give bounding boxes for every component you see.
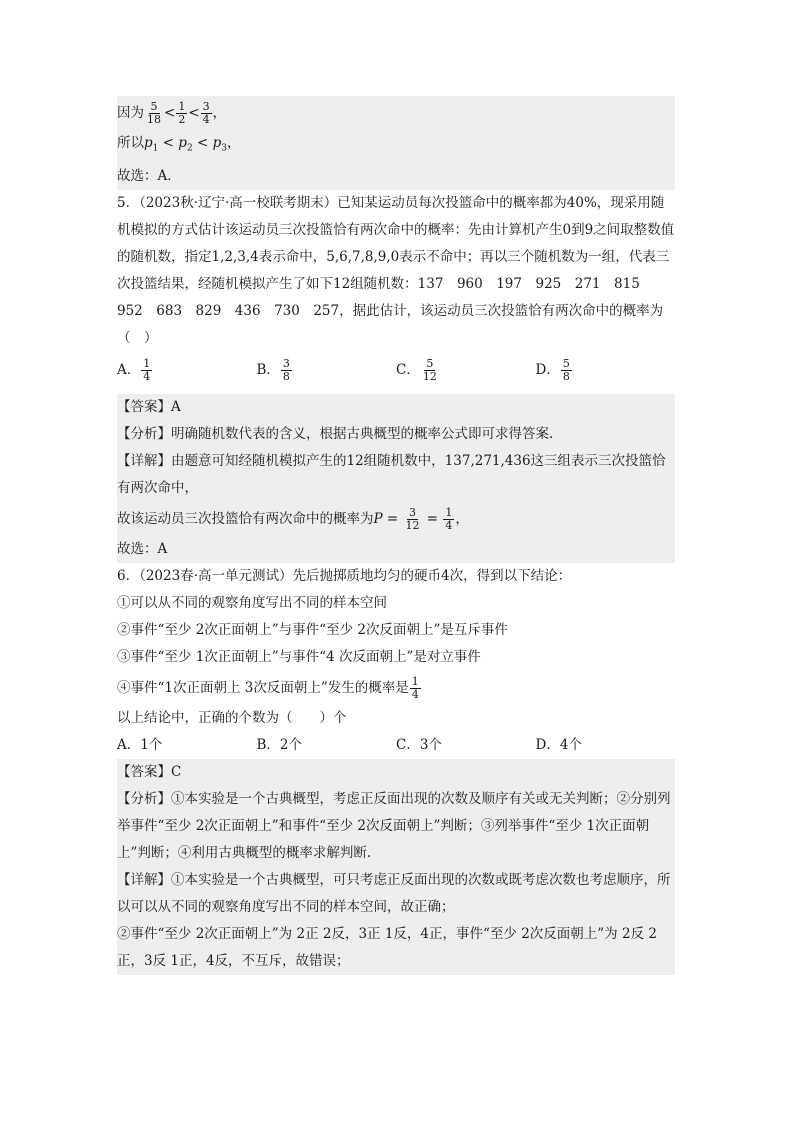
q6-analysis: 【分析】①本实验是一个古典概型，考虑正反面出现的次数及顺序有关或无关判断；②分别列举事件“至少 2次正面朝上”和事件“至少 2次反面朝上”判断；③列举事件“至少 1次正面朝上”判断；④利用古典概型的概率求解判断. <box>117 790 671 861</box>
fraction-3-4: $\frac{3}{4}$ <box>202 100 210 126</box>
q6-answer: 【答案】C <box>117 763 182 780</box>
q5-option-c[interactable] <box>396 352 536 388</box>
less-than: < <box>164 105 176 121</box>
q6-detail-1: 【详解】①本实验是一个古典概型，可只考虑正反面出现的次数或既考虑次数也考虑顺序，所以可以从不同的观察角度写出不同的样本空间，故正确； <box>117 871 671 915</box>
p-var: p <box>178 135 187 151</box>
q6-option-b[interactable]: B．2个 <box>256 736 303 753</box>
prev-choose: 故选：A． <box>117 163 675 190</box>
q5-analysis: 【分析】明确随机数代表的含义，根据古典概型的概率公式即可求得答案. <box>117 425 554 442</box>
q6-conclusion-3: ③事件“至少 1次正面朝上”与事件“4 次反面朝上”是对立事件 <box>117 648 481 665</box>
option-label: C． <box>396 361 420 378</box>
q5-options <box>117 352 675 388</box>
q6-detail-2: ②事件“至少 2次正面朝上”为 2正 2反，3正 1反，4正，事件“至少 2次反面朝上”为 2反 2正，3反 1正，4反，不互斥，故错误； <box>117 925 657 969</box>
fraction-1-4: $\frac{1}{4}$ <box>445 505 453 532</box>
fraction-3-12: $\frac{3}{12}$ <box>405 505 420 532</box>
fraction-5-18: $\frac{5}{18}$ <box>147 100 161 126</box>
q5-answer: 【答案】A <box>117 398 181 415</box>
option-label: A． <box>117 361 141 378</box>
option-fraction: $\frac{5}{12}$ <box>422 356 437 383</box>
subscript-3: 3 <box>221 143 227 154</box>
q5-detail-formula <box>117 502 675 536</box>
document-content <box>117 96 675 975</box>
q6-stem: 6．（2023春·高一单元测试）先后抛掷质地均匀的硬币4次，得到以下结论： <box>117 567 572 584</box>
comma: ， <box>226 135 241 151</box>
q6-conclusion-4 <box>117 671 675 705</box>
q6-question: 以上结论中，正确的个数为（ ）个 <box>117 709 347 726</box>
option-fraction: $\frac{1}{4}$ <box>143 356 151 383</box>
because-text: 因为 <box>117 105 144 121</box>
option-label: B． <box>256 361 280 378</box>
subscript-2: 2 <box>186 143 193 154</box>
less-than: < <box>158 135 179 151</box>
q5-option-a[interactable] <box>117 352 257 388</box>
equals: = <box>382 510 403 527</box>
q5-paren: （ ） <box>117 329 158 346</box>
q5-stem <box>117 190 675 352</box>
q6-options <box>117 732 675 759</box>
prev-inequality-line <box>117 96 675 130</box>
q6-option-a[interactable]: A．1个 <box>117 736 163 753</box>
q5-solution-block <box>117 394 675 563</box>
q5-choose: 故选：A <box>117 540 168 557</box>
p-var: P <box>373 510 383 527</box>
q5-option-d[interactable] <box>536 352 676 388</box>
less-than: < <box>192 135 213 151</box>
q6-conclusion-2: ②事件“至少 2次正面朝上”与事件“至少 2次反面朝上”是互斥事件 <box>117 621 508 638</box>
comma: ， <box>212 105 227 121</box>
fraction-1-2: $\frac{1}{2}$ <box>178 100 186 126</box>
option-fraction: $\frac{3}{8}$ <box>282 356 290 383</box>
option-fraction: $\frac{5}{8}$ <box>562 356 570 383</box>
q5-stem-text-2: 952 683 829 436 730 257，据此估计，该运动员三次投篮恰有两次命中的概率为 <box>117 302 664 319</box>
less-than: < <box>188 105 200 121</box>
conclusion-4-text: ④事件“1次正面朝上 3次反面朝上”发生的概率是 <box>117 679 409 696</box>
q6-option-c[interactable]: C．3个 <box>396 736 442 753</box>
prev-so-line <box>117 130 675 163</box>
option-label: D． <box>535 361 560 378</box>
p-var: p <box>144 135 153 151</box>
fraction-1-4: $\frac{1}{4}$ <box>411 674 419 701</box>
p-var: p <box>212 135 222 151</box>
q5-detail: 【详解】由题意可知经随机模拟产生的12组随机数中，137,271,436这三组表示三次投篮恰有两次命中， <box>117 452 666 496</box>
q6-conclusion-1: ①可以从不同的观察角度写出不同的样本空间 <box>117 594 387 611</box>
equals: = <box>422 510 443 527</box>
q6-option-d[interactable]: D．4个 <box>535 736 582 753</box>
comma: ， <box>455 510 469 527</box>
q5-stem-text: 5．（2023秋·辽宁·高一校联考期末）已知某运动员每次投篮命中的概率都为40%，现采用随机模拟的方式估计该运动员三次投篮恰有两次命中的概率：先由计算机产生0到9之间取整数值的随机数，指定1,2,3,4表示命中，5,6,7,8,9,0表示不命中；再以三个随机数为一组，代表三次投篮结果，经随机模拟产生了如下12组随机数：137 960 197 925 271 815 <box>117 194 675 292</box>
formula-prefix: 故该运动员三次投篮恰有两次命中的概率为 <box>117 510 374 527</box>
so-text: 所以 <box>117 135 144 151</box>
q5-option-b[interactable] <box>257 352 397 388</box>
subscript-1: 1 <box>152 143 159 154</box>
q6-solution-block <box>117 759 675 975</box>
